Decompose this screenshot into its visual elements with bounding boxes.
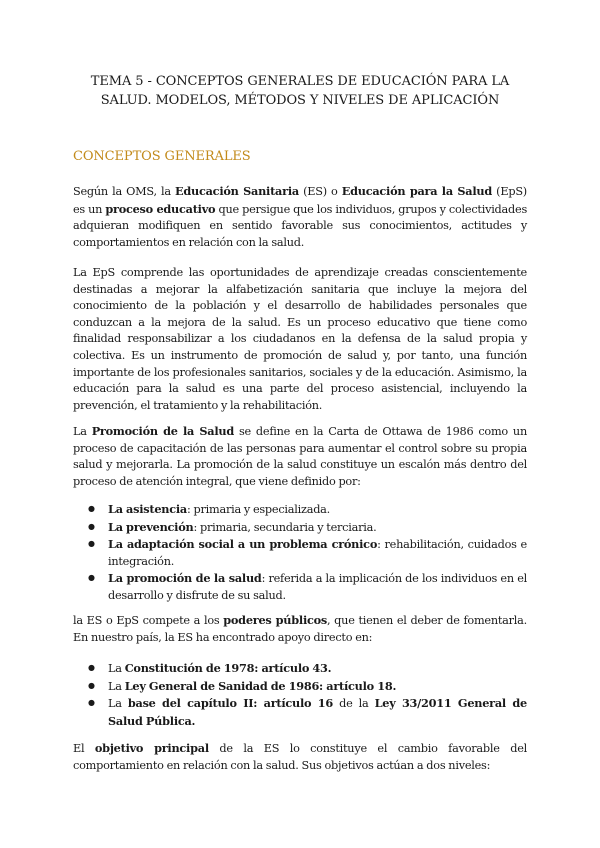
paragraph-eps: La EpS comprende las oportunidades de aprendizaje creadas conscientemente destinadas a mejorar la alfabetización sanitaria que incluye la mejora del conocimiento de la población y el desarrollo de habilidades personales que conduzcan a la mejora de la salud. Es un proceso educativo que tiene como finalidad responsabilizar a los ciudadanos en la defensa de la salud propia y colectiva. Es un instrumento de promoción de salud y, por tanto, una función importante de los profesionales sanitarios, sociales y de la educación. Asimismo, la educación para la salud es una parte del proceso asistencial, incluyendo la prevención, el tratamiento y la rehabilitación. [73,266,527,412]
title-line-2: SALUD. MODELOS, MÉTODOS Y NIVELES DE APLICACIÓN [100,93,500,108]
list-item-bold: base del capítulo II: artículo 16 [127,696,333,711]
list-item-bold: La promoción de la salud [108,571,262,586]
list-item-bold: La adaptación social a un problema crónico [108,537,378,552]
list-item-text: : referida a la implicación de los individuos en el desarrollo y disfrute de su salud. [108,572,528,602]
paragraph-objetivo [73,740,527,774]
list-item [73,501,527,519]
list-item [73,570,527,604]
p5-bold-objetivo-principal: objetivo principal [94,741,209,755]
list-item-text: : rehabilitación, cuidados e integración. [108,538,527,568]
document-title [60,72,540,110]
list-item-bold-law: Ley 33/2011 General de Salud Pública. [108,696,527,728]
p3-text-1: La [73,425,92,438]
p1-bold-proceso-educativo: proceso educativo [105,201,216,216]
p4-bold-poderes-publicos: poderes públicos [223,613,328,627]
p1-bold-educacion-sanitaria: Educación Sanitaria [175,184,299,198]
title-line-1: TEMA 5 - CONCEPTOS GENERALES DE EDUCACIÓN PARA LA [90,74,510,89]
p1-text-4: que persigue que los individuos, grupos y colectividades adquieran modifiquen en sentido favorable sus conocimientos, actitudes y comportamientos en relación con la salud. [73,202,527,249]
paragraph-poderes-publicos [73,612,527,646]
list-item-text: : primaria, secundaria y terciaria. [193,520,377,534]
p4-text-2: , que tienen el deber de fomentarla. En nuestro país, la ES ha encontrado apoyo directo en: [73,614,527,644]
list-item-text: La [108,697,128,711]
p3-text-2: se define en la Carta de Ottawa de 1986 como un proceso de capacitación de las personas para aumentar el control sobre su propia salud y mejorarla. La promoción de la salud constituye un escalón más dentro del proceso de atención integral, que viene definido por: [73,425,527,488]
paragraph-promocion [73,423,527,490]
list-item [73,678,527,696]
list-item [73,660,527,678]
p5-text-1: El [73,742,95,755]
p5-text-2: de la ES lo constituye el cambio favorable del comportamiento en relación con la salud. Sus objetivos actúan a dos niveles: [73,742,528,772]
list-item-bold: La asistencia [108,502,187,516]
attention-levels-list [73,501,527,605]
list-item-bold: Constitución de 1978: artículo 43. [124,661,332,675]
list-item-text: La [108,679,125,693]
list-item [73,519,527,537]
p3-bold-promocion-de-la-salud: Promoción de la Salud [91,424,235,438]
section-heading: CONCEPTOS GENERALES [73,149,251,164]
list-item-bold: La prevención [108,519,194,534]
list-item-text-mid: de la [333,697,375,711]
list-item [73,695,527,730]
p1-text-1: Según la OMS, la [73,185,176,198]
list-item-text: : primaria y especializada. [187,503,330,516]
p4-text-1: la ES o EpS compete a los [73,614,224,627]
paragraph-definition [73,183,527,251]
p1-text-3: (EpS) es un [73,185,527,216]
list-item [73,536,527,570]
p1-bold-educacion-para-la-salud: Educación para la Salud [341,184,493,198]
list-item-bold: Ley General de Sanidad de 1986: artículo 18. [124,678,397,693]
legal-basis-list [73,660,527,730]
p1-text-2: (ES) o [298,185,342,198]
list-item-text: La [108,662,125,675]
